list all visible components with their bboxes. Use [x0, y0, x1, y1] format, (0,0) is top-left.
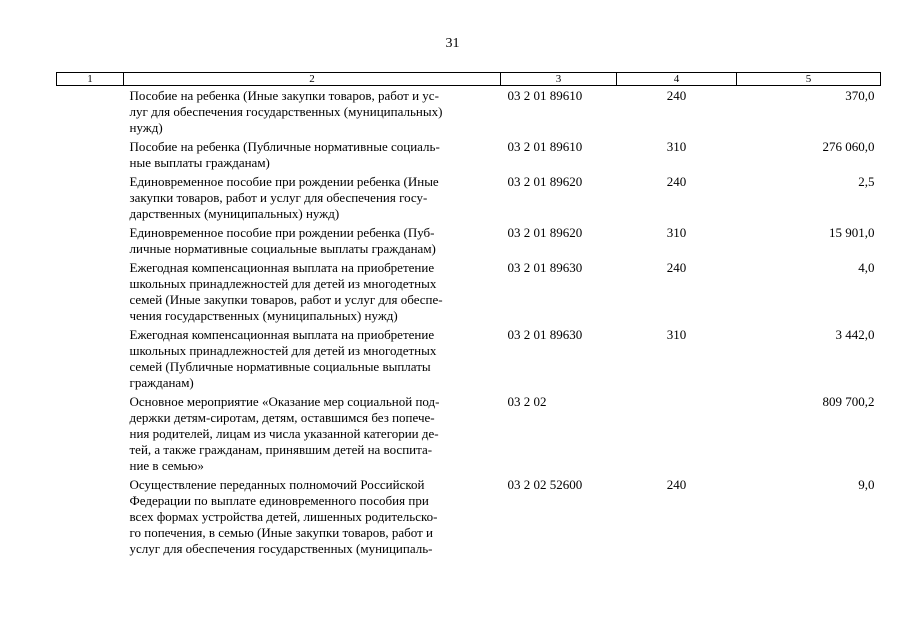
row-name-line: ния родителей, лицам из числа указанной категории де-: [129, 426, 439, 441]
row-expense-type-cell: 310: [666, 327, 687, 342]
row-amount-cell: 4,0: [858, 260, 875, 275]
row-amount-cell: 9,0: [858, 477, 875, 492]
row-name-cell: [124, 172, 501, 223]
page-number: 31: [445, 36, 460, 51]
row-name-line: Пособие на ребенка (Иные закупки товаров, работ и ус-: [129, 88, 439, 103]
row-expense-type-cell: 240: [666, 260, 687, 275]
table-row: [57, 223, 881, 258]
row-number-cell: [57, 223, 124, 258]
header-row: [57, 73, 881, 86]
row-name-line: закупки товаров, работ и услуг для обеспечения госу-: [129, 190, 428, 205]
row-expense-type-cell: 310: [666, 225, 687, 240]
row-name-line: держки детям-сиротам, детям, оставшимся без попече-: [129, 410, 435, 425]
row-name-line: ные выплаты гражданам): [129, 155, 270, 170]
row-amount-cell: 809 700,2: [822, 394, 875, 409]
row-name-line: семей (Публичные нормативные социальные выплаты: [129, 359, 431, 374]
row-name-line: услуг для обеспечения государственных (муниципаль-: [129, 541, 433, 556]
row-name-line: го попечения, в семью (Иные закупки товаров, работ и: [129, 525, 433, 540]
row-name-line: Основное мероприятие «Оказание мер социальной под-: [129, 394, 440, 409]
row-name-cell: [124, 325, 501, 392]
row-expense-type-cell: 240: [666, 174, 687, 189]
table-row: [57, 86, 881, 138]
row-name-cell: [124, 258, 501, 325]
table-row: [57, 392, 881, 475]
row-code-cell: 03 2 01 89620: [507, 174, 583, 189]
row-name-line: луг для обеспечения государственных (муниципальных): [129, 104, 443, 119]
row-amount-cell: 15 901,0: [829, 225, 875, 240]
row-name-line: личные нормативные социальные выплаты гражданам): [129, 241, 436, 256]
row-number-cell: [57, 137, 124, 172]
budget-table: [56, 72, 880, 558]
header-col-4: 4: [617, 73, 737, 86]
row-name-line: всех формах устройства детей, лишенных родительско-: [129, 509, 438, 524]
row-number-cell: [57, 258, 124, 325]
table-row: [57, 172, 881, 223]
header-col-5: 5: [737, 73, 881, 86]
row-number-cell: [57, 86, 124, 138]
row-name-line: нужд): [129, 120, 163, 135]
row-code-cell: 03 2 02: [507, 394, 547, 409]
row-name-line: ние в семью»: [129, 458, 204, 473]
budget-table-grid: [56, 72, 881, 558]
row-name-line: школьных принадлежностей для детей из многодетных: [129, 343, 437, 358]
row-expense-type-cell: 310: [666, 139, 687, 154]
row-name-line: Единовременное пособие при рождении ребенка (Иные: [129, 174, 439, 189]
row-code-cell: 03 2 01 89610: [507, 88, 583, 103]
row-name-line: Федерации по выплате единовременного пособия при: [129, 493, 429, 508]
row-amount-cell: 3 442,0: [835, 327, 875, 342]
row-number-cell: [57, 325, 124, 392]
row-number-cell: [57, 392, 124, 475]
row-expense-type-cell: 240: [666, 477, 687, 492]
row-name-line: тей, а также гражданам, принявшим детей на воспита-: [129, 442, 433, 457]
row-name-cell: [124, 223, 501, 258]
row-amount-cell: 370,0: [845, 88, 875, 103]
row-code-cell: 03 2 01 89630: [507, 327, 583, 342]
row-code-cell: 03 2 01 89620: [507, 225, 583, 240]
row-expense-type-cell: 240: [666, 88, 687, 103]
row-code-cell: 03 2 01 89610: [507, 139, 583, 154]
table-row: [57, 137, 881, 172]
row-amount-cell: 2,5: [858, 174, 875, 189]
row-code-cell: 03 2 01 89630: [507, 260, 583, 275]
row-name-cell: [124, 392, 501, 475]
header-col-2: 2: [124, 73, 501, 86]
row-name-line: Ежегодная компенсационная выплата на приобретение: [129, 327, 435, 342]
row-name-line: дарственных (муниципальных) нужд): [129, 206, 340, 221]
row-name-cell: [124, 86, 501, 138]
row-name-line: чения государственных (муниципальных) нужд): [129, 308, 398, 323]
table-row: [57, 258, 881, 325]
row-name-line: гражданам): [129, 375, 194, 390]
header-col-3: 3: [501, 73, 617, 86]
row-name-line: Осуществление переданных полномочий Российской: [129, 477, 425, 492]
row-name-line: Ежегодная компенсационная выплата на приобретение: [129, 260, 435, 275]
row-number-cell: [57, 172, 124, 223]
row-number-cell: [57, 475, 124, 558]
table-header: [57, 73, 881, 86]
row-expense-type-cell: [617, 392, 737, 475]
table-row: [57, 475, 881, 558]
row-name-line: Единовременное пособие при рождении ребенка (Пуб-: [129, 225, 435, 240]
table-row: [57, 325, 881, 392]
table-body: [57, 86, 881, 559]
row-name-line: Пособие на ребенка (Публичные нормативные социаль-: [129, 139, 440, 154]
row-name-line: школьных принадлежностей для детей из многодетных: [129, 276, 437, 291]
row-name-cell: [124, 475, 501, 558]
row-code-cell: 03 2 02 52600: [507, 477, 583, 492]
row-name-line: семей (Иные закупки товаров, работ и услуг для обеспе-: [129, 292, 443, 307]
row-name-cell: [124, 137, 501, 172]
header-col-1: 1: [57, 73, 124, 86]
row-amount-cell: 276 060,0: [822, 139, 875, 154]
